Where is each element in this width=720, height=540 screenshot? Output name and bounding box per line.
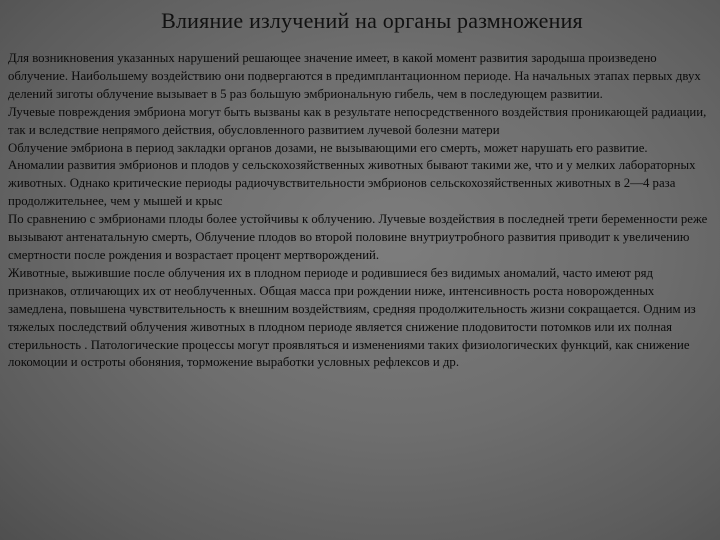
- paragraph-organogenesis-irradiation: Облучение эмбриона в период закладки органов дозами, не вызывающими его смерть, может нарушать его развитие.: [8, 140, 648, 155]
- paragraph-survivor-effects: Животные, выжившие после облучения их в плодном периоде и родившиеся без видимых аномалий, часто имеют ряд признаков, отличающих их от необлученных. Общая масса при рождении ниже, интенсивность роста новорожденных замедлена, повышена чувствительность к внешним воздействиям, средняя продолжительность жизни сокращается. Одним из тяжелых последствий облучения животных в плодном периоде является снижение плодовитости потомков или их полная стерильность . Патологические процессы могут проявляться и изменениями таких физиологических функций, как снижение локомоции и остроты обоняния, торможение выработки условных рефлексов и др.: [8, 265, 696, 370]
- paragraph-farm-animal-anomalies: Аномалии развития эмбрионов и плодов у сельскохозяйственных животных бывают такими же, что и у мелких лабораторных животных. Однако критические периоды радиочувствительности эмбрионов сельскохозяйственных животных в 2—4 раза продолжительнее, чем у мышей и крыс: [8, 158, 696, 209]
- paragraph-fetus-resistance: По сравнению с эмбрионами плоды более устойчивы к облучению. Лучевые воздействия в последней трети беременности реже вызывают антенатальную смерть, Облучение плодов во второй половине внутриутробного развития приводит к увеличению смертности после рождения и возрастает процент мертворождений.: [8, 212, 708, 262]
- slide-title: Влияние излучений на органы размножения: [161, 8, 583, 33]
- paragraph-radiation-damage-causes: Лучевые повреждения эмбриона могут быть вызваны как в результате непосредственного воздействия проникающей радиации, так и вследствие непрямого действия, обусловленного развитием лучевой болезни матери: [8, 104, 707, 137]
- paragraph-irradiation-timing: Для возникновения указанных нарушений решающее значение имеет, в какой момент развития зародыша произведено облучение. Наибольшему воздействию они подвергаются в предимплантационном периоде. На начальных этапах первых двух делений зиготы облучение вызывает в 5 раз большую эмбриональную гибель, чем в последующем развитии.: [8, 51, 701, 101]
- slide-body: [8, 50, 712, 372]
